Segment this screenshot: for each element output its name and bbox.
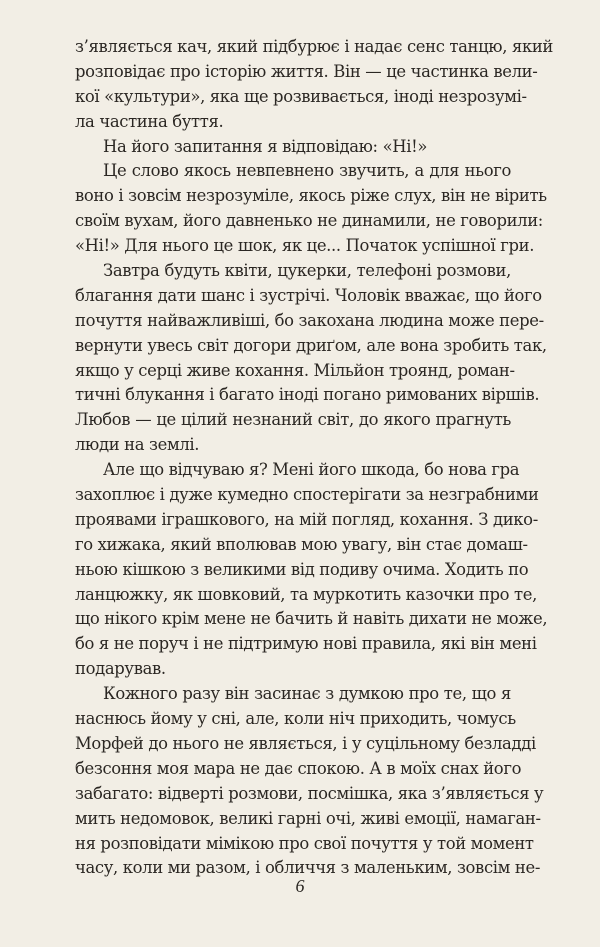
text-line bbox=[75, 408, 511, 433]
text-line bbox=[75, 110, 511, 135]
text-line bbox=[75, 732, 536, 757]
text-line bbox=[75, 508, 538, 533]
text-line bbox=[75, 682, 511, 707]
text-line-content: «Ні!» Для нього це шок, як це... Початок успішної гри. bbox=[75, 236, 535, 256]
page-number: 6 bbox=[295, 876, 305, 896]
text-line bbox=[75, 757, 522, 782]
book-page-body bbox=[75, 35, 553, 881]
text-line-content: Любов — це цілий незнаний світ, до якого прагнуть bbox=[75, 410, 511, 430]
paragraph bbox=[75, 135, 511, 160]
text-line bbox=[75, 558, 529, 583]
text-line bbox=[75, 60, 538, 85]
text-line-content: Але що відчуваю я? Мені його шкода, бо нова гра bbox=[103, 460, 520, 480]
text-line-content: го хижака, який вполював мою увагу, він стає домаш- bbox=[75, 534, 528, 554]
text-line bbox=[75, 832, 534, 857]
text-line bbox=[75, 234, 535, 259]
text-line-content: ня розповідати мімікою про свої почуття у той момент bbox=[75, 833, 534, 853]
text-line bbox=[75, 533, 528, 558]
text-line bbox=[75, 334, 547, 359]
text-line bbox=[75, 284, 542, 309]
text-line-content: якщо у серці живе кохання. Мільйон троянд, роман- bbox=[75, 360, 515, 380]
text-line-content: Кожного разу він засинає з думкою про те, що я bbox=[103, 684, 511, 704]
text-line-content: кої «культури», яка ще розвивається, іноді незрозумі- bbox=[75, 86, 527, 106]
text-line-content: почуття найважливіші, бо закохана людина може пере- bbox=[75, 310, 544, 330]
paragraph bbox=[75, 159, 547, 259]
text-line bbox=[75, 707, 516, 732]
paragraph bbox=[75, 458, 548, 682]
text-line bbox=[75, 657, 511, 682]
text-line bbox=[75, 159, 511, 184]
text-line bbox=[75, 135, 511, 160]
text-line-content: ньою кішкою з великими від подиву очима. Ходить по bbox=[75, 559, 529, 579]
paragraph bbox=[75, 682, 544, 881]
text-line bbox=[75, 184, 547, 209]
text-line-content: Морфей до нього не являється, і у суцільному безладді bbox=[75, 733, 536, 753]
text-line-content: подарував. bbox=[75, 659, 166, 679]
text-line-content: проявами іграшкового, на мій погляд, кохання. З дико- bbox=[75, 509, 538, 529]
text-line bbox=[75, 359, 515, 384]
text-line bbox=[75, 35, 553, 60]
text-line-content: люди на землі. bbox=[75, 435, 200, 455]
text-line-content: Завтра будуть квіти, цукерки, телефоні розмови, bbox=[103, 261, 511, 281]
text-line-content: воно і зовсім незрозуміле, якось ріже слух, він не вірить bbox=[75, 186, 547, 206]
text-line-content: захоплює і дуже кумедно спостерігати за незграбними bbox=[75, 485, 539, 505]
text-line bbox=[75, 607, 548, 632]
text-line bbox=[75, 632, 537, 657]
text-line bbox=[75, 807, 541, 832]
text-line bbox=[75, 483, 539, 508]
text-line-content: своїм вухам, його давненько не динамили, не говорили: bbox=[75, 211, 543, 231]
text-line-content: ланцюжку, як шовковий, та муркотить казочки про те, bbox=[75, 584, 537, 604]
text-line bbox=[75, 309, 544, 334]
text-line-content: вернути увесь світ догори дриґом, але вона зробить так, bbox=[75, 335, 547, 355]
paragraph bbox=[75, 35, 553, 135]
text-line-content: На його запитання я відповідаю: «Ні!» bbox=[103, 136, 428, 156]
text-line-content: мить недомовок, великі гарні очі, живі емоції, намаган- bbox=[75, 808, 541, 828]
text-line-content: Це слово якось невпевнено звучить, а для нього bbox=[103, 161, 511, 181]
text-line bbox=[75, 583, 537, 608]
text-line-content: що нікого крім мене не бачить й навіть дихати не може, bbox=[75, 609, 548, 629]
text-line bbox=[75, 383, 540, 408]
text-line-content: бо я не поруч і не підтримую нові правила, які він мені bbox=[75, 634, 537, 654]
text-line-content: часу, коли ми разом, і обличчя з маленьким, зовсім не- bbox=[75, 858, 541, 878]
text-line bbox=[75, 259, 511, 284]
text-line-content: ла частина буття. bbox=[75, 111, 224, 131]
text-line bbox=[75, 458, 520, 483]
text-line bbox=[75, 782, 544, 807]
text-line-content: з’являється кач, який підбурює і надає сенс танцю, який bbox=[75, 37, 553, 56]
text-line-content: забагато: відверті розмови, посмішка, яка з’являється у bbox=[75, 783, 544, 803]
text-line bbox=[75, 85, 527, 110]
text-line-content: наснюсь йому у сні, але, коли ніч приходить, чомусь bbox=[75, 709, 516, 729]
paragraph bbox=[75, 259, 547, 458]
text-line-content: тичні блукання і багато іноді погано римованих віршів. bbox=[75, 385, 540, 405]
text-line-content: розповідає про історію життя. Він — це частинка вели- bbox=[75, 61, 538, 81]
text-line bbox=[75, 209, 543, 234]
text-line bbox=[75, 433, 511, 458]
text-line-content: безсоння моя мара не дає спокою. А в моїх снах його bbox=[75, 758, 522, 778]
text-line-content: благання дати шанс і зустрічі. Чоловік вважає, що його bbox=[75, 285, 542, 305]
